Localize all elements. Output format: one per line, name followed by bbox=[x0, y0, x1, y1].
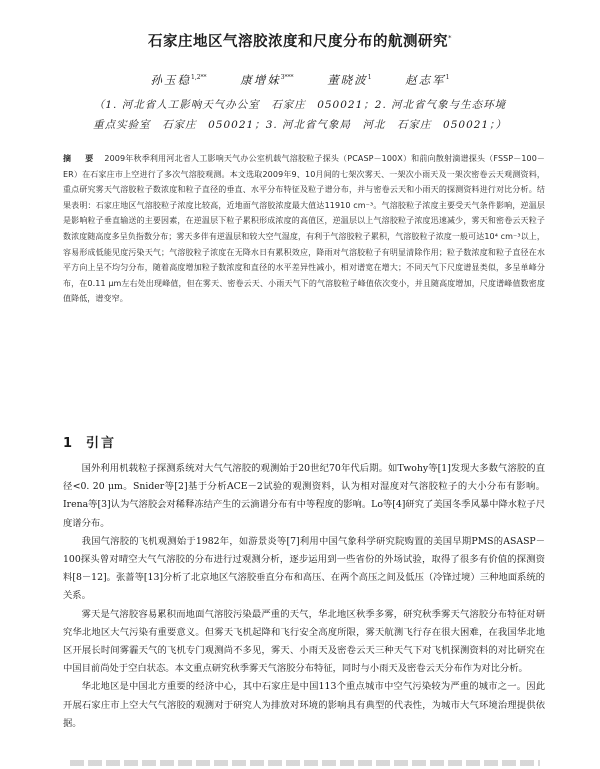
cut-off-next-line bbox=[70, 760, 540, 766]
abstract-text: 2009年秋季利用河北省人工影响天气办公室机载气溶胶粒子探头（PCASP－100X）和前向散射滴谱探头（FSSP－100－ER）在石家庄市上空进行了多次气溶胶观测。本文选取2009年9、10月间的七架次雾天、一架次小雨天及一架次密卷云天观测资料，重点研究雾天气溶胶粒子数浓度和粒子直径的垂直、水平分布特征及粒子谱分布，并与密卷云天和小雨天的探测资料进行对比分析。结果表明：石家庄地区气溶胶粒子浓度比较高，近地面气溶胶浓度最大值达11910 cm⁻³。气溶胶粒子浓度主要受天气条件影响，逆温层是影响粒子垂直输送的主要因素，在逆温层下粒子累积形成浓度的高值区，逆温层以上气溶胶粒子浓度迅速减少，雾天和密卷云天粒子数浓度随高度多呈负指数分布；雾天多伴有逆温层和较大空气湿度，有利于气溶胶粒子累积，气溶胶粒子浓度一般可达10⁴ cm⁻³以上，容易形成低能见度污染天气；气溶胶粒子浓度在无降水日有累积效应，降雨对气溶胶粒子有明显清除作用；粒子数浓度和粒子直径在水平方向上呈不均匀分布，随着高度增加粒子数浓度和直径的水平差异性减小，相对谱宽在增大；不同天气下尺度谱显类似，多呈单峰分布，在0.11 μm左右处出现峰值，但在雾天、密卷云天、小雨天气下的气溶胶粒子峰值依次变小，并且随高度增加，尺度谱峰值数密度值降低，谱变窄。 bbox=[63, 154, 546, 304]
author-list bbox=[0, 72, 600, 88]
author: 孙玉稳$^{1,2**}$ bbox=[150, 73, 207, 87]
author: 董晓波$^1$ bbox=[327, 73, 372, 87]
title-footnote-mark: * bbox=[448, 34, 452, 43]
affiliation-line: （1. 河北省人工影响天气办公室 石家庄 050021；2. 河北省气象与生态环境 bbox=[93, 99, 507, 111]
section-title: 引言 bbox=[86, 436, 117, 451]
abstract bbox=[63, 151, 545, 307]
author: 赵志军$^1$ bbox=[405, 73, 450, 87]
abstract-label: 摘 要 bbox=[63, 154, 97, 163]
section-number: 1 bbox=[63, 436, 75, 451]
paragraph: 我国气溶胶的飞机观测始于1982年，如游景炎等[7]利用中国气象科学研究院购置的美国早期PMS的ASASP－100探头曾对晴空大气气溶胶的分布进行过观测分析，逐步运用到一些省份的外场试验，取得了很多有价值的探测资料[8－12]。张蔷等[13]分析了北京地区气溶胶垂直分布和高压、在两个高压之间及低压（冷锋过境）三种地面系统的关系。 bbox=[63, 535, 545, 602]
paper-title: 石家庄地区气溶胶浓度和尺度分布的航测研究* bbox=[148, 34, 452, 50]
affiliation-line: 重点实验室 石家庄 050021；3. 河北省气象局 河北 石家庄 050021；） bbox=[93, 119, 507, 131]
paragraph: 华北地区是中国北方重要的经济中心，其中石家庄是中国113个重点城市中空气污染较为严重的城市之一。因此开展石家庄市上空大气气溶胶的观测对于研究人为排放对环境的影响具有典型的代表性，为城市大气环境治理提供依据。 bbox=[63, 681, 545, 729]
paragraph: 雾天是气溶胶容易累积而地面气溶胶污染最严重的天气，华北地区秋季多雾，研究秋季雾天气溶胶分布特征对研究华北地区大气污染有重要意义。但雾天飞机起降和飞行安全高度所限，雾天航测飞行存在很大困难，在我国华北地区开展长时间雾霾天气的飞机专门观测尚不多见，雾天、小雨天及密卷云天三种天气下对飞机探测资料的对比研究在中国目前尚处于空白状态。本文重点研究秋季雾天气溶胶分布特征，同时与小雨天及密卷云天分布作为对比分析。 bbox=[63, 608, 545, 675]
section-heading bbox=[63, 432, 116, 451]
body-text bbox=[63, 460, 545, 733]
author: 康增妹$^{3***}$ bbox=[240, 73, 294, 87]
paragraph: 国外利用机载粒子探测系统对大气气溶胶的观测始于20世纪70年代后期。如Twohy等[1]发现大多数气溶胶的直径<0. 20 μm。Snider等[2]基于分析ACE－2试验的观测资料，认为相对湿度对气溶胶粒子的大小分布有影响。Irena等[3]认为气溶胶会对稀释冻结产生的云滴谱分布有中等程度的影响。Lo等[4]研究了美国冬季风暴中降水粒子尺度谱分布。 bbox=[63, 463, 545, 529]
